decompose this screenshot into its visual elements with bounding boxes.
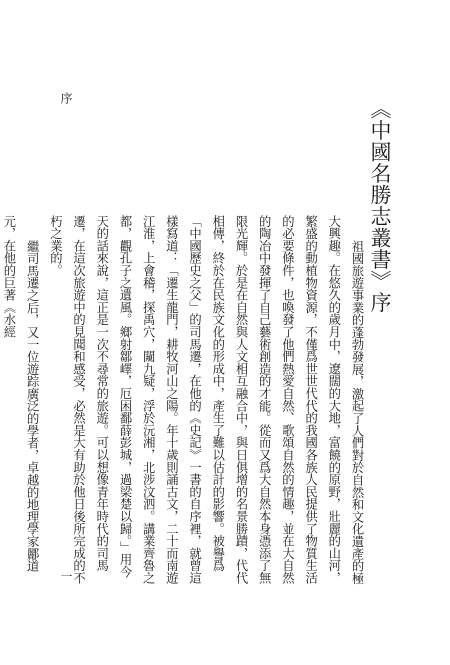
preface-title: 《中國名勝志叢書》序 — [368, 98, 392, 313]
preface-paragraph-2: 繼司馬遷之后，又一位遊踪廣泛的學者，卓越的地理學家酈道元，在他的巨著《水經 — [1, 215, 40, 572]
preface-body — [1, 215, 368, 585]
page-number: 一 — [59, 570, 73, 582]
preface-paragraph-1: 祖國旅遊事業的蓬勃發展，激起了人們對於自然和文化遺產的極大興趣。在悠久的歲月中，遼闊的大地，富饒的原野，壯麗的山河，繁盛的動植物資源，不僅爲世世代代的我國各族人民提供了物質生活的必要條件，也喚發了他們熱愛自然、歌頌自然的情趣，並在大自然的陶冶中發揮了自己藝術創造的才能。從而又爲大自然本身憑添了無限光輝。於是在自然與人文相互融合中，與日俱增的名景勝蹟，代代相傳，終於在民族文化的形成中，產生了難以估計的影響。被譽爲「中國歷史之父」的司馬遷，在他的《史記》一書的自序裡，就曾這樣寫道：「遷生龍門，耕牧河山之陽。年十歲則誦古文，二十而南遊江淮，上會稽，探禹穴，闚九疑，浮於沅湘，北涉汶泗。講業齊魯之都，觀孔子之遺風。鄉射鄒嶧，厄困鄱薛彭城，過梁楚以歸。」用今天的話來說，這正是一次不尋常的旅遊。可以想像青年時代的司馬遷，在這次旅遊中的見聞和感受，必然是大有助於他日後所完成的不朽之業的。 — [48, 215, 364, 584]
folio-section-label: 序 — [59, 92, 73, 104]
